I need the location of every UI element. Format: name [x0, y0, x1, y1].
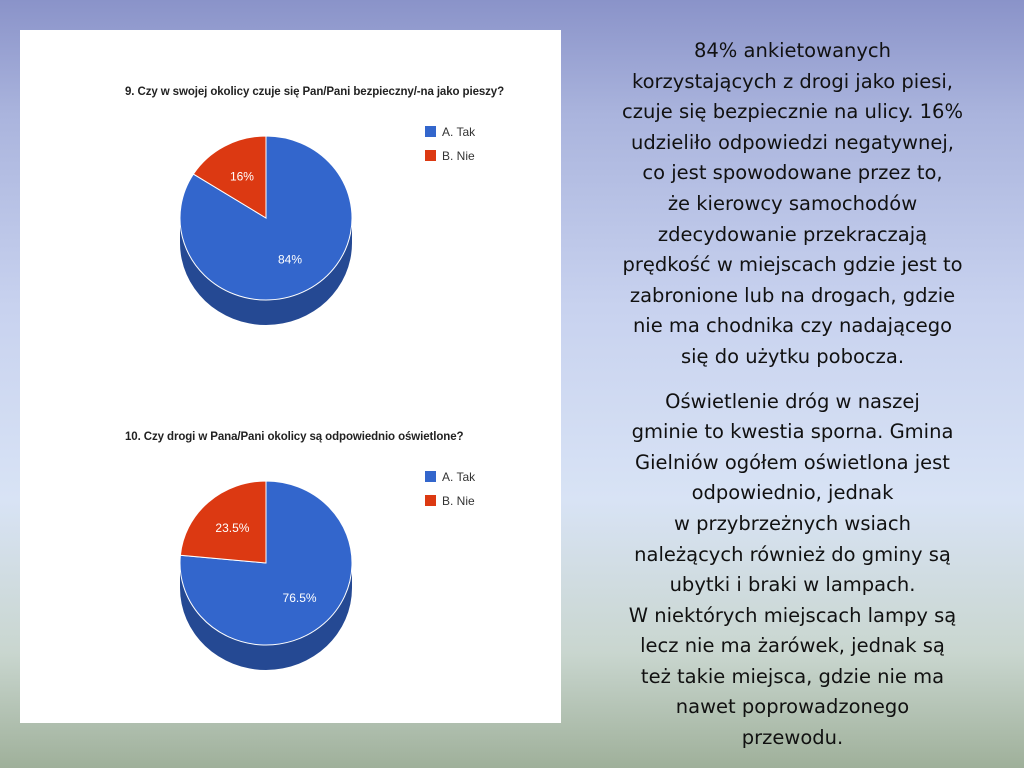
text-line: przewodu.	[741, 726, 844, 750]
text-line: ubytki i braki w lampach.	[669, 573, 916, 597]
legend-label: A. Tak	[442, 469, 476, 484]
chart-legend	[425, 469, 475, 517]
text-line: zdecydowanie przekraczają	[657, 222, 928, 246]
text-line: co jest spowodowane przez to,	[642, 161, 943, 185]
text-line: czuje się bezpiecznie na ulicy. 16%	[622, 100, 963, 124]
text-line: że kierowcy samochodów	[667, 191, 918, 215]
chart-title: 9. Czy w swojej okolicy czuje się Pan/Pani bezpieczny/-na jako pieszy?	[125, 86, 505, 98]
legend-item-nie	[425, 148, 475, 163]
pie-data-label-1: 23.5%	[215, 520, 250, 535]
text-line: korzystających z drogi jako piesi,	[632, 69, 953, 93]
legend-label: A. Tak	[442, 124, 476, 139]
text-line: W niektórych miejscach lampy są	[628, 603, 957, 627]
text-line: Gielniów ogółem oświetlona jest	[635, 450, 950, 474]
text-line: 84% ankietowanych	[693, 39, 891, 62]
text-line: odpowiednio, jednak	[691, 481, 894, 505]
pie-data-label-1: 16%	[229, 169, 254, 184]
legend-swatch-nie	[425, 150, 436, 161]
legend-item-tak	[425, 124, 475, 139]
legend-label: B. Nie	[442, 493, 475, 508]
paragraph-pedestrian-safety	[585, 36, 1000, 373]
paragraph-road-lighting	[585, 387, 1000, 754]
legend-label: B. Nie	[442, 148, 475, 163]
legend-swatch-nie	[425, 495, 436, 506]
text-line: się do użytku pobocza.	[680, 344, 905, 368]
legend-item-tak	[425, 469, 475, 484]
chart-title: 10. Czy drogi w Pana/Pani okolicy są odpowiednio oświetlone?	[125, 431, 464, 443]
text-line: należących również do gminy są	[634, 542, 951, 566]
text-line: prędkość w miejscach gdzie jest to	[622, 253, 963, 277]
text-line: w przybrzeżnych wsiach	[674, 511, 911, 535]
legend-swatch-tak	[425, 471, 436, 482]
description-text	[585, 36, 1000, 754]
pie-data-label-0: 76.5%	[282, 591, 317, 606]
legend-item-nie	[425, 493, 475, 508]
chart-legend	[425, 124, 475, 172]
text-line: nie ma chodnika czy nadającego	[632, 314, 953, 338]
chart-image	[20, 30, 561, 723]
text-line: Oświetlenie dróg w naszej	[665, 389, 920, 413]
pie-chart-q10	[20, 425, 561, 745]
text-line: nawet poprowadzonego	[675, 695, 910, 719]
text-line: gminie to kwestia sporna. Gmina	[631, 420, 954, 444]
pie-chart-q9	[20, 80, 561, 400]
pie-svg	[20, 425, 561, 745]
pie-data-label-0: 84%	[278, 252, 303, 267]
text-line: też takie miejsca, gdzie nie ma	[640, 664, 945, 688]
pie-svg	[20, 80, 561, 400]
legend-swatch-tak	[425, 126, 436, 137]
text-line: lecz nie ma żarówek, jednak są	[640, 634, 945, 658]
text-line: udzieliło odpowiedzi negatywnej,	[631, 130, 954, 154]
text-line: zabronione lub na drogach, gdzie	[629, 283, 956, 307]
